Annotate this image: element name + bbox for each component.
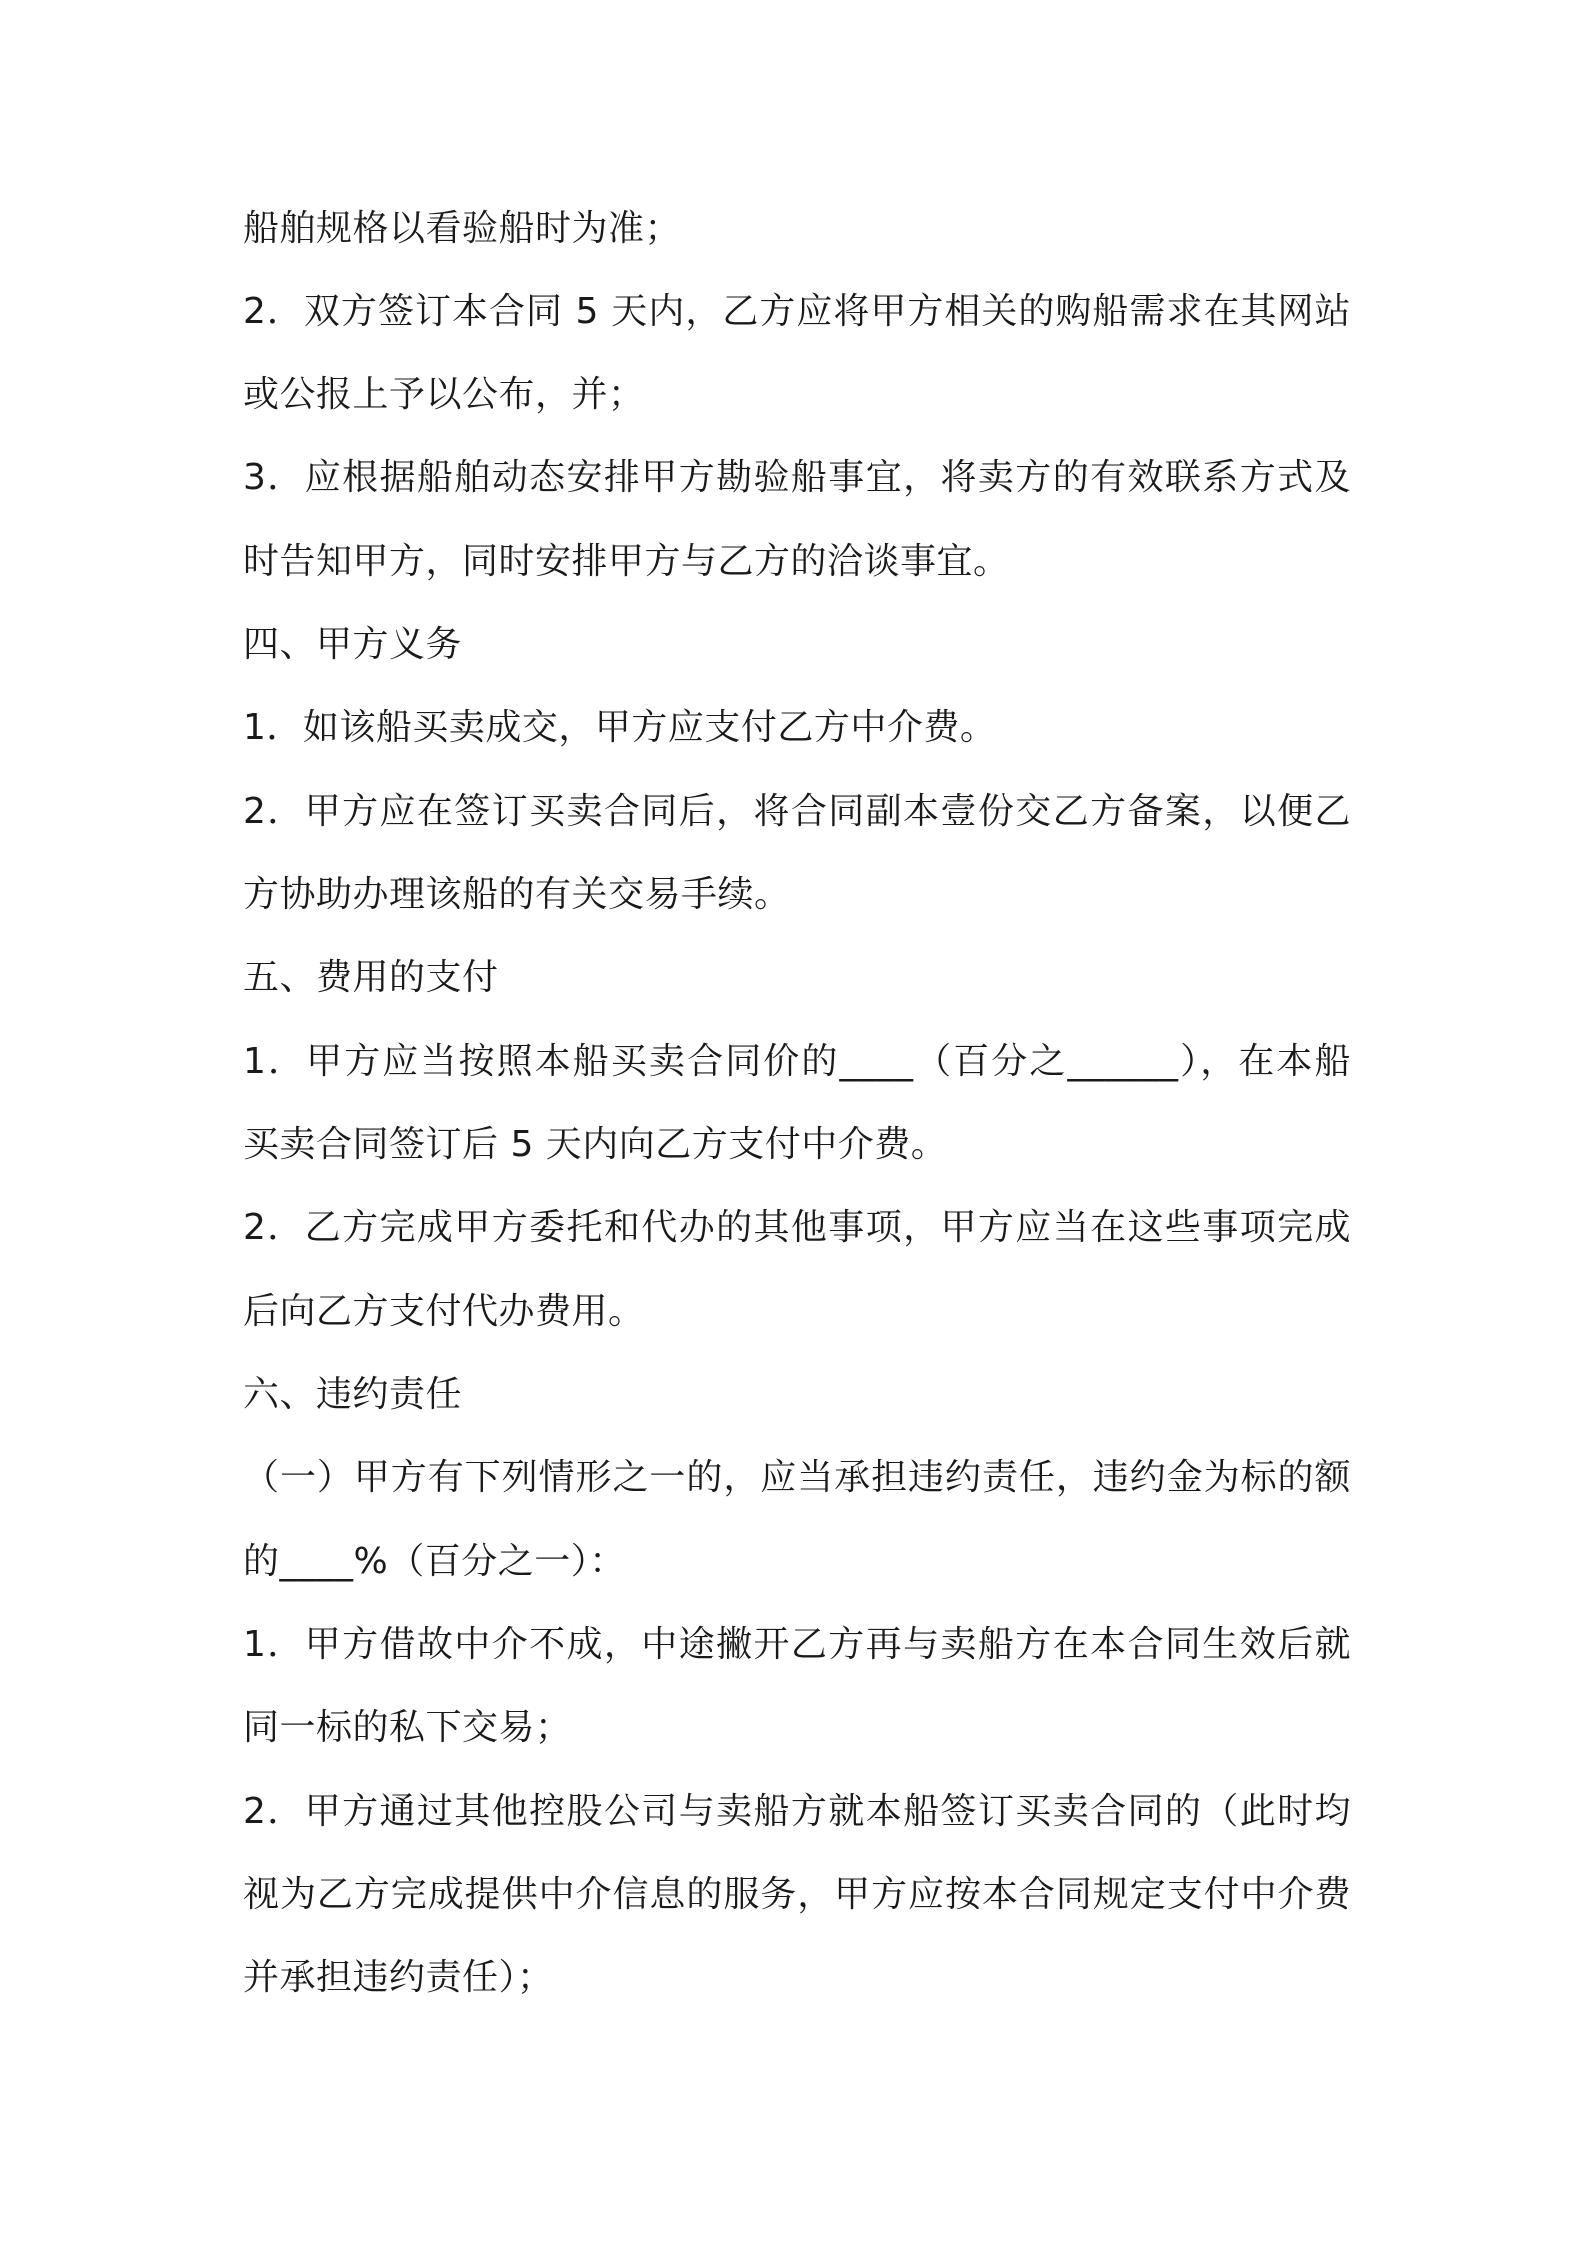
text-line: 并承担违约责任）；: [243, 1957, 554, 1998]
text-line: 的____%（百分之一）：: [243, 1541, 626, 1582]
text-line: 3．应根据船舶动态安排甲方勘验船事宜，将卖方的有效联系方式及: [243, 457, 1351, 498]
section-heading: 六、违约责任: [243, 1374, 463, 1415]
section-heading: 五、费用的支付: [243, 957, 499, 998]
text-line: 1．甲方借故中介不成，中途撇开乙方再与卖船方在本合同生效后就: [243, 1624, 1351, 1665]
text-line: 或公报上予以公布，并；: [243, 374, 645, 415]
text-line: 2．双方签订本合同 5 天内，乙方应将甲方相关的购船需求在其网站: [243, 291, 1351, 332]
text-line: 2．乙方完成甲方委托和代办的其他事项，甲方应当在这些事项完成: [243, 1207, 1351, 1248]
text-line: 后向乙方支付代办费用。: [243, 1291, 645, 1332]
text-line: 视为乙方完成提供中介信息的服务，甲方应按本合同规定支付中介费: [243, 1874, 1351, 1915]
text-line: 1．甲方应当按照本船买卖合同价的____（百分之______），在本船: [243, 1041, 1351, 1082]
section-heading: 四、甲方义务: [243, 624, 463, 665]
text-line: 2．甲方通过其他控股公司与卖船方就本船签订买卖合同的（此时均: [243, 1791, 1351, 1832]
text-line: 同一标的私下交易；: [243, 1707, 572, 1748]
text-line: 买卖合同签订后 5 天内向乙方支付中介费。: [243, 1124, 948, 1165]
text-line: 方协助办理该船的有关交易手续。: [243, 874, 791, 915]
text-line: （一）甲方有下列情形之一的，应当承担违约责任，违约金为标的额: [243, 1457, 1351, 1498]
text-line: 2．甲方应在签订买卖合同后，将合同副本壹份交乙方备案，以便乙: [243, 791, 1351, 832]
text-line: 船舶规格以看验船时为准；: [243, 208, 682, 249]
text-line: 时告知甲方，同时安排甲方与乙方的洽谈事宜。: [243, 541, 1010, 582]
text-line: 1．如该船买卖成交，甲方应支付乙方中介费。: [243, 707, 997, 748]
